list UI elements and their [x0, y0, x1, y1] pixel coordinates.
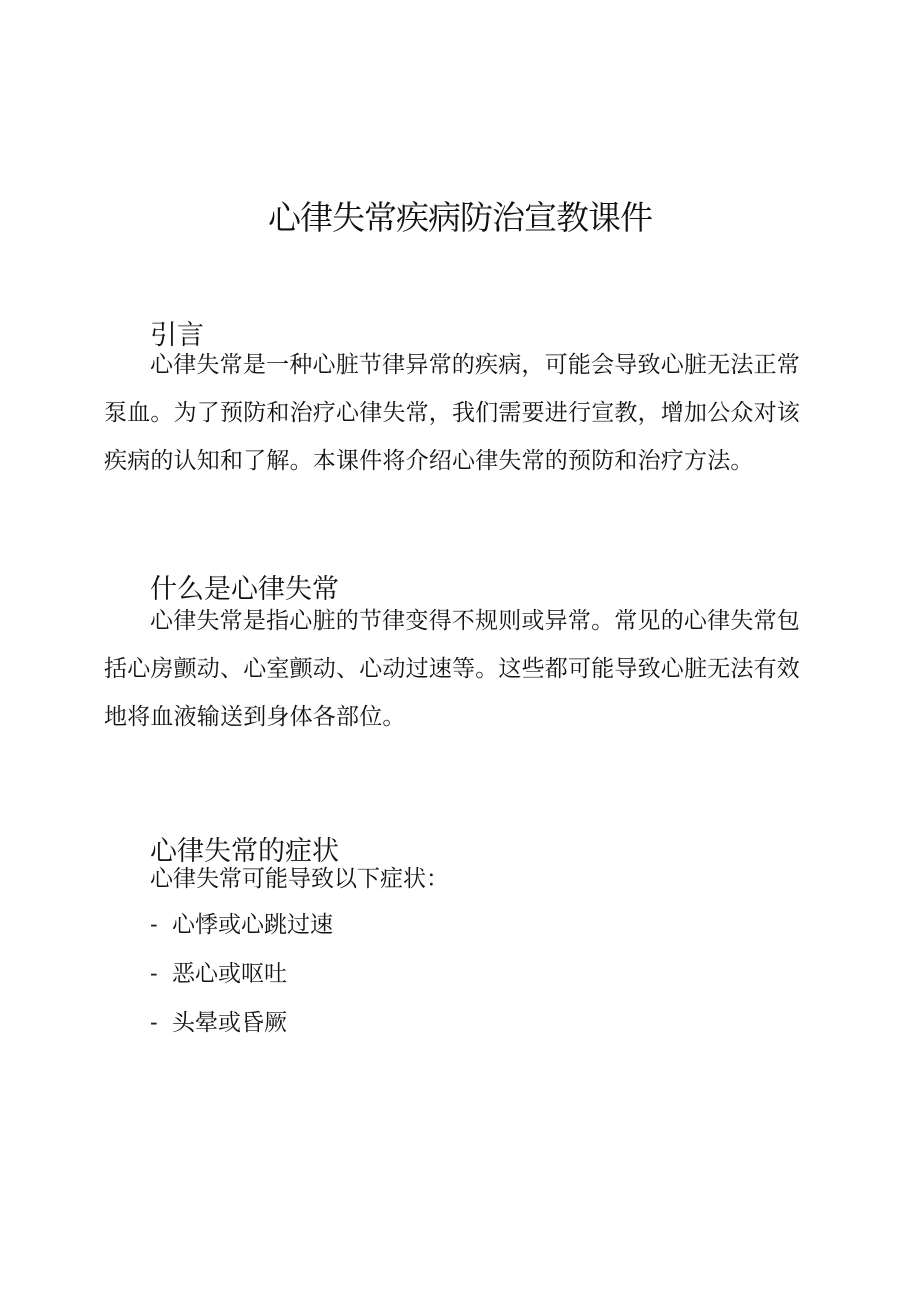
symptom-list	[150, 906, 333, 1053]
list-item	[150, 955, 333, 1004]
list-item	[150, 1004, 333, 1053]
list-item	[150, 906, 333, 955]
document-title: 心律失常疾病防治宣教课件	[268, 198, 652, 238]
section-heading-introduction: 引言	[150, 320, 204, 352]
bullet-dash: -	[150, 960, 158, 986]
section-paragraph-what-is-arrhythmia: 心律失常是指心脏的节律变得不规则或异常。常见的心律失常包括心房颤动、心室颤动、心动过速等。这些都可能导致心脏无法有效地将血液输送到身体各部位。	[104, 608, 800, 730]
symptom-text: 恶心或呕吐	[172, 961, 287, 987]
section-paragraph-introduction: 心律失常是一种心脏节律异常的疾病，可能会导致心脏无法正常泵血。为了预防和治疗心律失常，我们需要进行宣教，增加公众对该疾病的认知和了解。本课件将介绍心律失常的预防和治疗方法。	[104, 352, 800, 474]
section-heading-what-is-arrhythmia: 什么是心律失常	[150, 574, 339, 606]
symptom-text: 头晕或昏厥	[172, 1010, 287, 1036]
section-heading-symptoms: 心律失常的症状	[150, 836, 339, 868]
symptoms-intro: 心律失常可能导致以下症状：	[150, 866, 449, 892]
bullet-dash: -	[150, 1009, 158, 1035]
bullet-dash: -	[150, 911, 158, 937]
symptom-text: 心悸或心跳过速	[172, 912, 333, 938]
